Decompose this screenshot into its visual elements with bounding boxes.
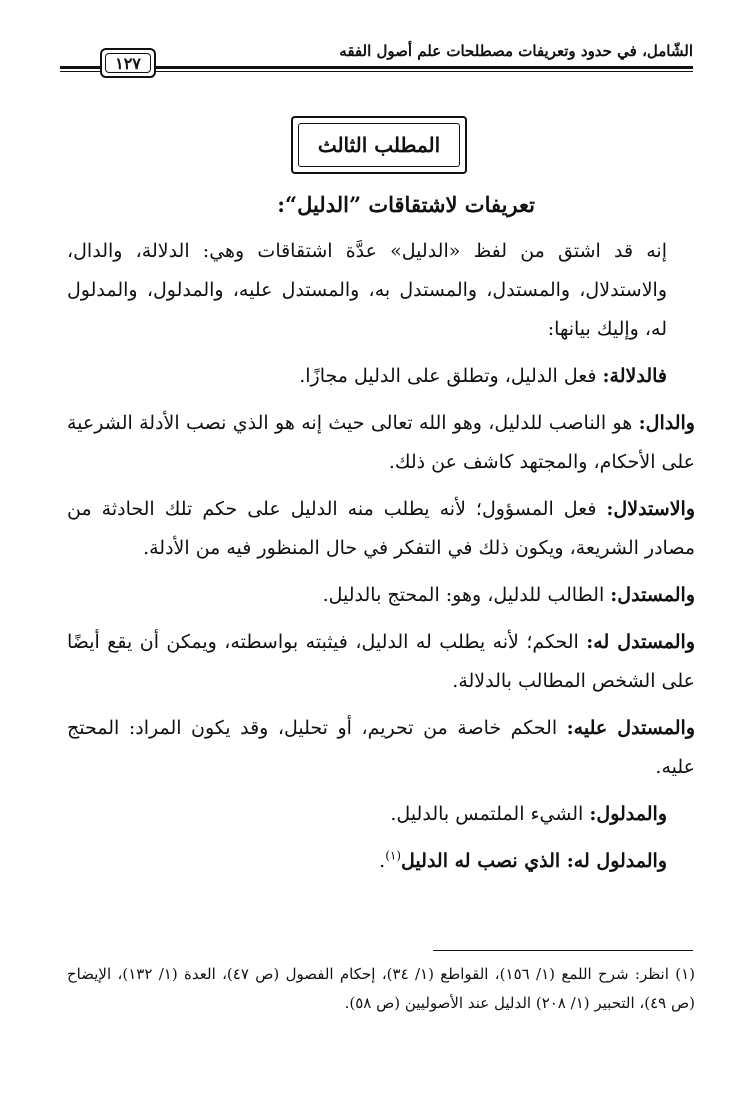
- paragraph-text: الحكم خاصة من تحريم، أو تحليل، وقد يكون المراد: المحتج عليه.: [67, 717, 695, 778]
- paragraph-text: الحكم؛ لأنه يطلب له الدليل، فيثبته بواسطته، ويمكن أن يقع أيضًا على الشخص المطالب بالدلالة.: [67, 631, 695, 692]
- intro-paragraph: [67, 232, 695, 349]
- definition-madlul-lahu: [67, 842, 695, 881]
- paragraph-text: الذي نصب له الدليل: [401, 850, 567, 872]
- paragraph-term: والمستدل:: [610, 584, 695, 606]
- definition-mustadil: [67, 576, 695, 615]
- paragraph-text: هو الناصب للدليل، وهو الله تعالى حيث إنه هو الذي نصب الأدلة الشرعية على الأحكام، والمجتهد كاشف عن ذلك.: [67, 412, 695, 473]
- definition-istidlal: [67, 490, 695, 568]
- book-title: الشّامل، في حدود وتعريفات مصطلحات علم أصول الفقه: [339, 42, 693, 60]
- footnote-separator: [433, 950, 693, 951]
- paragraph-text: إنه قد اشتق من لفظ «الدليل» عدَّة اشتقاقات وهي: الدلالة، والدال، والاستدلال، والمستدل، والمستدل به، والمستدل عليه، والمدلول، والمدلول له، وإليك بيانها:: [67, 240, 667, 340]
- paragraph-term: والمستدل له:: [586, 631, 696, 653]
- paragraph-end: .: [379, 850, 386, 872]
- running-header: [60, 42, 693, 72]
- paragraph-text: الطالب للدليل، وهو: المحتج بالدليل.: [322, 584, 611, 606]
- section-title-frame: [291, 116, 467, 174]
- paragraph-term: والاستدلال:: [606, 498, 695, 520]
- paragraph-text: فعل الدليل، وتطلق على الدليل مجازًا.: [299, 365, 603, 387]
- definition-dal: [67, 404, 695, 482]
- page-number-frame: [100, 48, 156, 78]
- paragraph-term: والدال:: [638, 412, 695, 434]
- paragraph-term: والمدلول له:: [566, 850, 667, 872]
- paragraph-term: والمستدل عليه:: [566, 717, 695, 739]
- definition-mustadal-lahu: [67, 623, 695, 701]
- page-number: ١٢٧: [105, 53, 151, 73]
- definition-dalala: [67, 357, 695, 396]
- footnote-1: (١) انظر: شرح اللمع (١/ ١٥٦)، القواطع (١/ ٣٤)، إحكام الفصول (ص ٤٧)، العدة (١/ ١٣٢)، الإيضاح (ص ٤٩)، التحبير (١/ ٢٠٨) الدليل عند الأصوليين (ص ٥٨).: [67, 965, 696, 1012]
- footnotes: [67, 960, 695, 1018]
- definition-mustadal-alayh: [67, 709, 695, 787]
- paragraph-term: والمدلول:: [589, 803, 667, 825]
- paragraph-text: فعل المسؤول؛ لأنه يطلب منه الدليل على حكم تلك الحادثة من مصادر الشريعة، ويكون ذلك في التفكر في حال المنظور فيه من الأدلة.: [67, 498, 695, 559]
- section-title: المطلب الثالث: [298, 123, 460, 167]
- paragraph-term: فالدلالة:: [602, 365, 667, 387]
- definition-madlul: [67, 795, 695, 834]
- paragraph-text: الشيء الملتمس بالدليل.: [390, 803, 590, 825]
- footnote-ref[interactable]: (١): [385, 848, 402, 863]
- main-text: [67, 232, 695, 889]
- subheading: تعريفات لاشتقاقات ”الدليل“:: [277, 192, 535, 217]
